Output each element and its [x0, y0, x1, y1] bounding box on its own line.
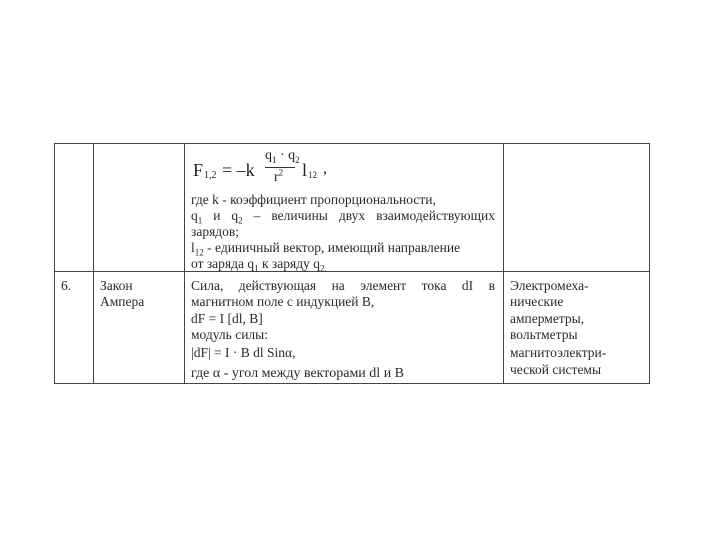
table-border-bottom	[54, 383, 650, 384]
top-desc-line-5: от заряда $q_1$ к заряду $q_{2.}$	[191, 256, 327, 274]
top-desc-line-4: $l_{12}$ - единичный вектор, имеющий направление	[191, 240, 461, 258]
formula-lhs: F	[193, 160, 204, 180]
ampere-desc-line-1: Сила, действующая на элемент тока dI в	[191, 278, 495, 293]
formula-denominator: $r^2$	[274, 167, 284, 185]
formula-comma: ,	[323, 160, 327, 177]
formula-unit-vector: l	[302, 160, 308, 180]
table-col-divider-1	[93, 143, 94, 384]
coulomb-formula	[193, 148, 353, 190]
law-name-line-1: Закон	[100, 278, 133, 293]
application-line-5: магнитоэлектри-	[510, 345, 607, 360]
formula-lhs-sub: 1,2	[204, 170, 217, 181]
application-line-2: нические	[510, 294, 564, 309]
top-desc-line-2: $q_1$ и $q_2$ – величины двух взаимодействующих	[191, 208, 496, 226]
application-line-6: ческой системы	[510, 362, 602, 377]
application-line-4: вольтметры	[510, 327, 578, 342]
table-row-divider	[54, 271, 650, 272]
ampere-desc-line-5: |dF| = I · B dl Sinα,	[191, 345, 296, 360]
table-col-divider-3	[503, 143, 504, 384]
table-border-top	[54, 143, 650, 144]
ampere-desc-line-4: модуль силы:	[191, 327, 268, 342]
formula-unit-vector-sub: 12	[308, 170, 317, 180]
law-name-line-2: Ампера	[100, 294, 145, 309]
formula-numerator: $q_1 \cdot q_2$	[265, 148, 300, 165]
formula-eq: = –k	[222, 160, 255, 180]
top-desc-line-1: где k - коэффициент пропорциональности,	[191, 192, 436, 207]
ampere-desc-line-2: магнитном поле с индукцией В,	[191, 294, 375, 309]
table-border-left	[54, 143, 55, 384]
ampere-desc-line-3: dF = I [dl, B]	[191, 311, 263, 326]
application-line-1: Электромеха-	[510, 278, 589, 293]
row-number: 6.	[61, 278, 72, 293]
table-col-divider-2	[184, 143, 185, 384]
table-border-right	[649, 143, 650, 384]
ampere-desc-line-6: где α - угол между векторами dl и B	[191, 366, 405, 381]
top-desc-line-3: зарядов;	[191, 224, 240, 239]
application-line-3: амперметры,	[510, 311, 585, 326]
